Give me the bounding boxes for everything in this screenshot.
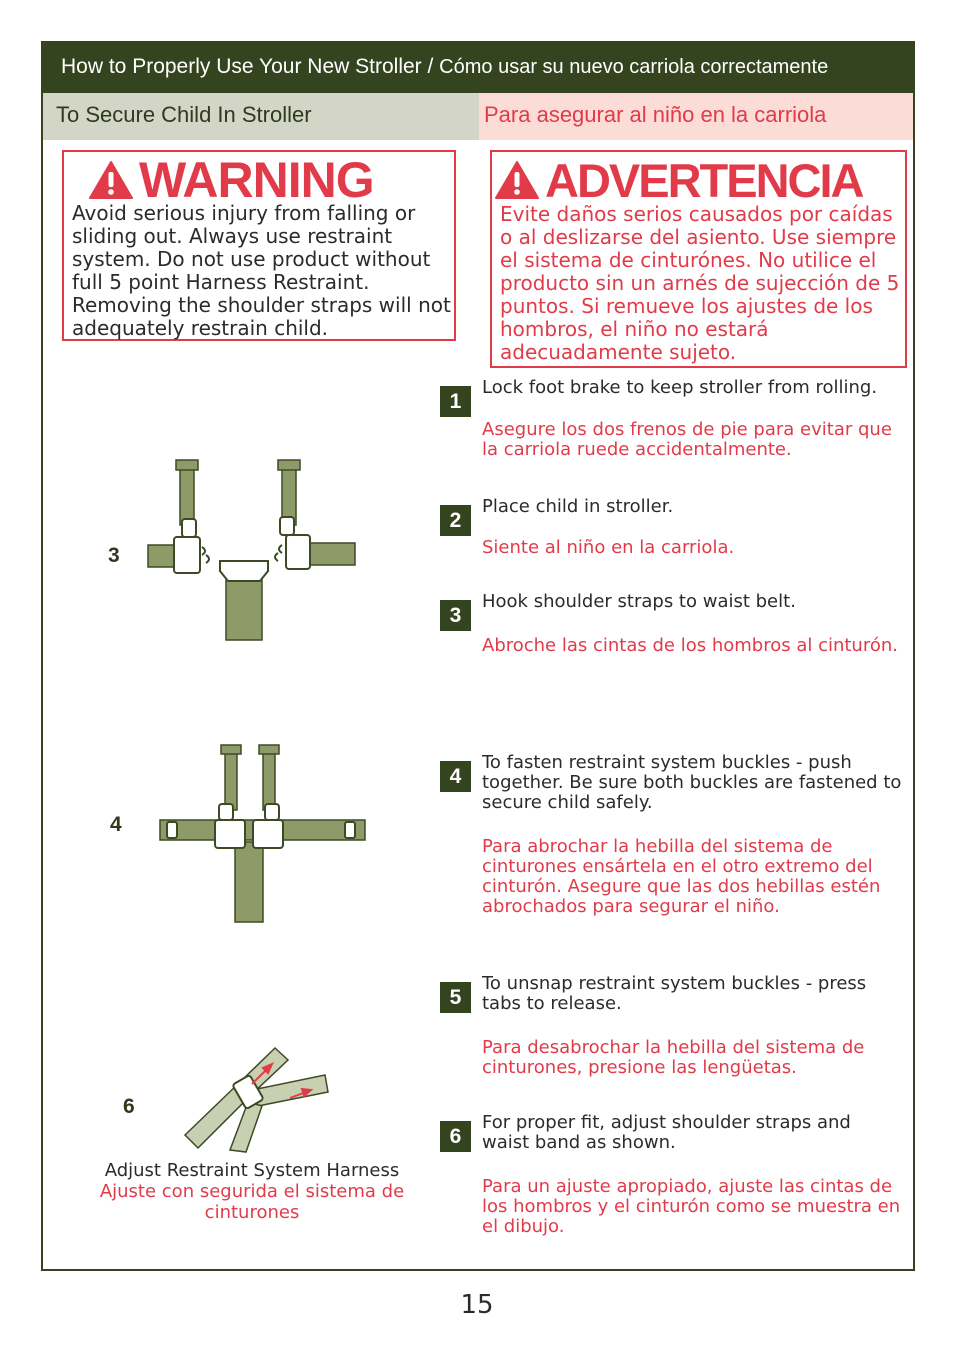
step-text-es: Siente al niño en la carriola. (482, 537, 735, 558)
warning-heading-es (495, 150, 862, 210)
warning-box-es (490, 150, 907, 368)
step-number: 6 (440, 1121, 471, 1152)
caption-en: Adjust Restraint System Harness (104, 1160, 400, 1181)
step-text-es: Para un ajuste apropiado, ajuste las cintas de los hombros y el cinturón como se muestra en el dibujo. (482, 1176, 901, 1237)
step-number: 5 (440, 982, 471, 1013)
step-text-en: Lock foot brake to keep stroller from rolling. (482, 377, 878, 398)
warning-triangle-icon (89, 160, 133, 200)
step-text-es: Para desabrochar la hebilla del sistema de cinturones, presione las lengüetas. (482, 1037, 865, 1078)
step-number: 1 (440, 386, 471, 417)
step-number: 3 (440, 600, 471, 631)
step-text-en: Hook shoulder straps to waist belt. (482, 591, 796, 612)
caption-es: Ajuste con segurida el sistema de cinturones (99, 1181, 405, 1223)
warning-title-es: ADVERTENCIA (545, 153, 863, 207)
step-text-es: Asegure los dos frenos de pie para evitar que la carriola ruede accidentalmente. (482, 419, 892, 460)
step-text-en: To fasten restraint system buckles - push together. Be sure both buckles are fastened to secure child safely. (482, 752, 902, 813)
warning-box-en (62, 150, 456, 341)
step-number: 4 (440, 761, 471, 792)
section-title-es: Para asegurar al niño en la carriola (479, 93, 913, 140)
page-number: 15 (460, 1290, 494, 1320)
warning-title-en: WARNING (139, 152, 374, 208)
step-text-en: Place child in stroller. (482, 496, 674, 517)
figure-4-label: 4 (110, 813, 122, 836)
warning-text-en: Avoid serious injury from falling or sliding out. Always use restraint system. Do not use product without full 5 point Harness Restraint. Removing the shoulder straps will not adequately restrain child. (72, 201, 451, 340)
figure-6-label: 6 (123, 1095, 135, 1118)
step-text-en: For proper fit, adjust shoulder straps and waist band as shown. (482, 1112, 851, 1153)
step-number: 2 (440, 505, 471, 536)
figure-4-harness-fastened (155, 742, 370, 924)
page-header (43, 43, 913, 93)
step-text-en: To unsnap restraint system buckles - press tabs to release. (482, 973, 867, 1014)
header-title-en: How to Properly Use Your New Stroller / (61, 55, 434, 78)
warning-text-es: Evite daños serios causados por caídas o al deslizarse del asiento. Use siempre el sistema de cinturónes. No utilice el producto sin un arnés de sujección de 5 puntos. Si remueve los ajustes de los hombros, el niño no estará adecuadamente sujeto. (500, 202, 900, 364)
header-title-es: Cómo usar su nuevo carriola correctamente (439, 56, 829, 78)
section-title-en: To Secure Child In Stroller (43, 93, 479, 140)
figure-6-strap-adjust (180, 1040, 330, 1155)
step-text-es: Para abrochar la hebilla del sistema de cinturones ensártela en el otro extremo del cinturón. Asegure que las dos hebillas estén abrochados para segurar el niño. (482, 836, 881, 917)
step-text-es: Abroche las cintas de los hombros al cinturón. (482, 635, 898, 656)
figure-6-caption (92, 1160, 412, 1223)
figure-3-label: 3 (108, 544, 120, 567)
warning-triangle-icon (495, 160, 539, 200)
figure-3-harness-hook (140, 455, 365, 645)
